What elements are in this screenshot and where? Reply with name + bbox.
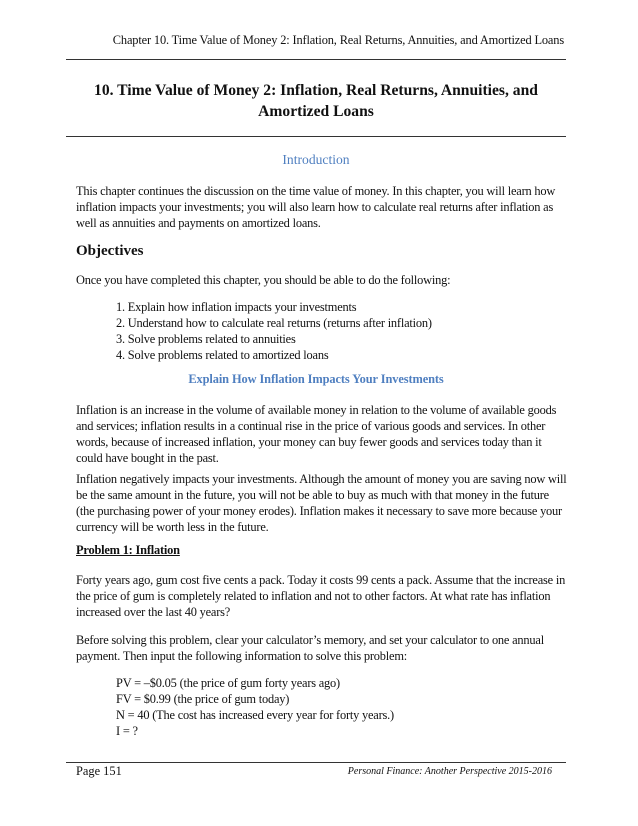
list-item: PV = –$0.05 (the price of gum forty years ago) [116, 676, 340, 690]
introduction-paragraph: This chapter continues the discussion on the time value of money. In this chapter, you will learn how inflation impacts your investments; you will also learn how to calculate real returns after inflation as well as annuities and payments on amortized loans. [76, 184, 556, 230]
inflation-section-heading: Explain How Inflation Impacts Your Investments [188, 372, 444, 386]
list-item: I = ? [116, 724, 138, 738]
problem-heading: Problem 1: Inflation [76, 543, 180, 557]
problem-paragraph-1: Forty years ago, gum cost five cents a pack. Today it costs 99 cents a pack. Assume that the increase in the price of gum is completely related to inflation and not to other factors. At what rate has inflation increased over the last 40 years? [76, 573, 566, 619]
list-item: 4. Solve problems related to amortized loans [116, 348, 329, 362]
title-divider [66, 136, 566, 137]
list-item: 2. Understand how to calculate real returns (returns after inflation) [116, 316, 432, 330]
objectives-heading: Objectives [76, 243, 144, 259]
objectives-list [116, 299, 556, 363]
list-item: 1. Explain how inflation impacts your investments [116, 300, 357, 314]
list-item: FV = $0.99 (the price of gum today) [116, 692, 290, 706]
objectives-lead: Once you have completed this chapter, you should be able to do the following: [76, 273, 451, 287]
list-item: N = 40 (The cost has increased every year for forty years.) [116, 708, 394, 722]
problem-inputs-list [116, 675, 556, 739]
page-number: Page 151 [76, 764, 122, 778]
list-item: 3. Solve problems related to annuities [116, 332, 296, 346]
inflation-paragraph-2: Inflation negatively impacts your investments. Although the amount of money you are saving now will be the same amount in the future, you will not be able to buy as much with that money in the future (the purchasing power of your money erodes). Inflation makes it necessary to save more because your currency will be worth less in the future. [76, 472, 567, 534]
header-divider [66, 59, 566, 60]
introduction-heading: Introduction [282, 152, 350, 167]
book-title: Personal Finance: Another Perspective 2015-2016 [347, 766, 552, 777]
footer-divider [66, 762, 566, 763]
problem-paragraph-2: Before solving this problem, clear your calculator’s memory, and set your calculator to one annual payment. Then input the following information to solve this problem: [76, 633, 544, 663]
chapter-title-line-2: Amortized Loans [258, 103, 374, 120]
chapter-title-line-1: 10. Time Value of Money 2: Inflation, Real Returns, Annuities, and [94, 82, 538, 99]
running-header: Chapter 10. Time Value of Money 2: Inflation, Real Returns, Annuities, and Amortized Loans [112, 33, 564, 47]
chapter-title [66, 80, 566, 122]
inflation-paragraph-1: Inflation is an increase in the volume of available money in relation to the volume of available goods and services; inflation results in a continual rise in the price of various goods and services. In other words, because of increased inflation, your money can buy fewer goods and services today than it could have bought in the past. [76, 403, 557, 465]
